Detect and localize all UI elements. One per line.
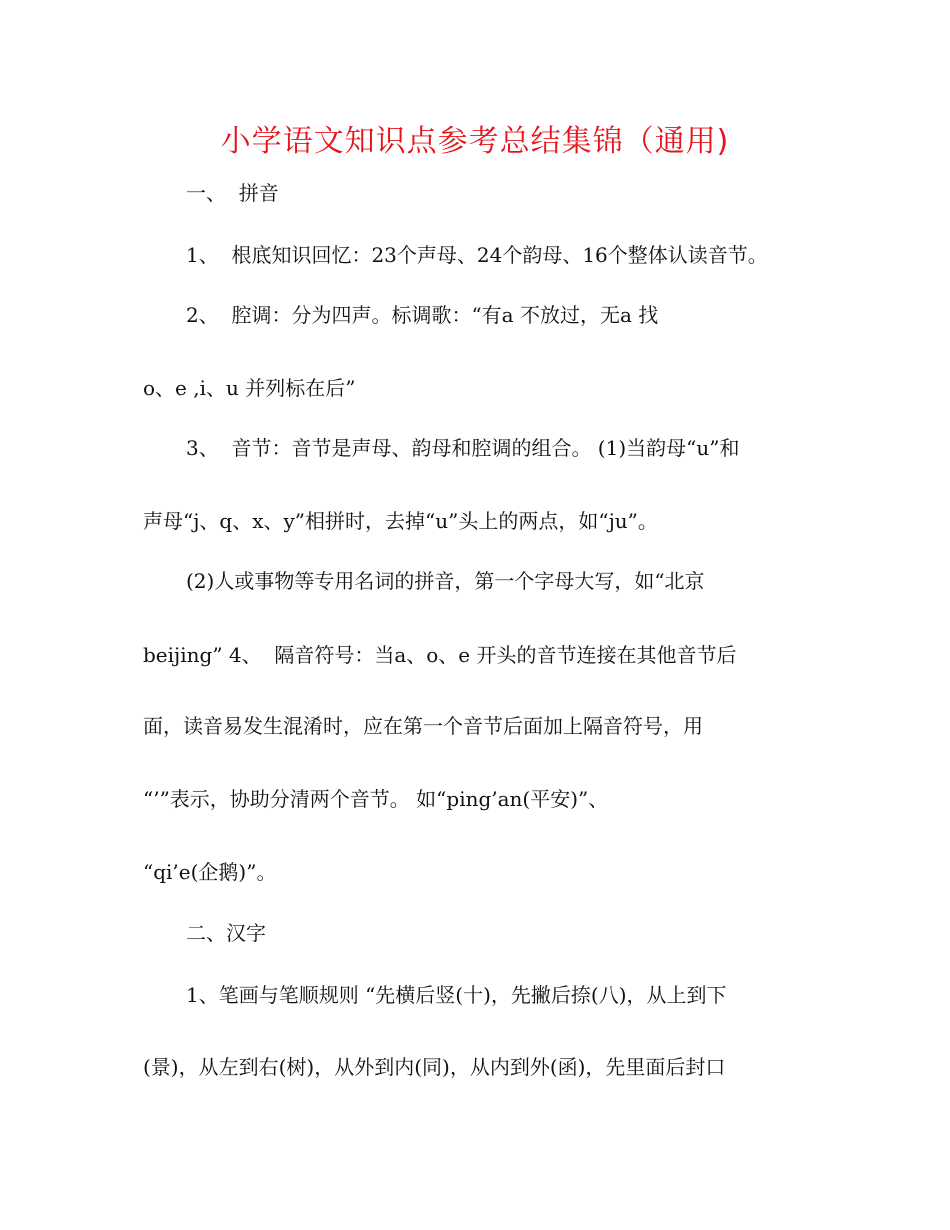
paragraph-line: “qi’e(企鹅)”。	[143, 860, 277, 884]
document-title: 小学语文知识点参考总结集锦（通用)	[220, 124, 730, 159]
paragraph-line: beijing” 4、 隔音符号：当a、o、e 开头的音节连接在其他音节后	[143, 643, 737, 667]
section-heading-pinyin: 一、 拼音	[186, 181, 279, 205]
paragraph-line: 2、 腔调：分为四声。标调歌：“有a 不放过，无a 找	[186, 303, 659, 327]
paragraph-line: 1、 根底知识回忆：23个声母、24个韵母、16个整体认读音节。	[186, 243, 768, 267]
paragraph-line: 1、笔画与笔顺规则 “先横后竖(十)，先撇后捺(八)，从上到下	[186, 983, 727, 1007]
paragraph-line: (2)人或事物等专用名词的拼音，第一个字母大写，如“北京	[186, 569, 705, 593]
paragraph-line: 声母“j、q、x、y”相拼时，去掉“u”头上的两点，如“ju”。	[143, 509, 658, 533]
paragraph-line: “’”表示，协助分清两个音节。 如“ping’an(平安)”、	[143, 787, 609, 811]
paragraph-line: (景)，从左到右(树)，从外到内(同)，从内到外(函)，先里面后封口	[143, 1055, 726, 1079]
paragraph-line: o、e ,i、u 并列标在后”	[143, 376, 356, 400]
paragraph-line: 3、 音节：音节是声母、韵母和腔调的组合。 (1)当韵母“u”和	[186, 436, 740, 460]
paragraph-line: 面，读音易发生混淆时，应在第一个音节后面加上隔音符号，用	[143, 714, 703, 738]
section-heading-hanzi: 二、汉字	[186, 921, 266, 945]
